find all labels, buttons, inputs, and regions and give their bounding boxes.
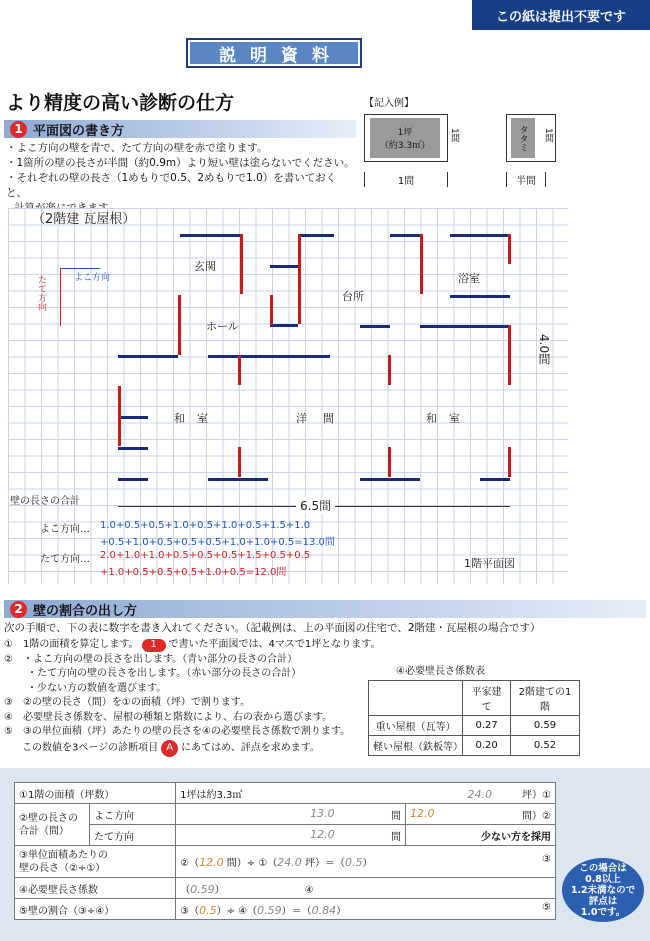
form-unit: 間: [391, 810, 401, 822]
wall-yoko: [450, 234, 510, 237]
form-cell[interactable]: ③（0.5）÷ ④（0.59）＝（0.84） ⑤: [176, 899, 556, 920]
form-cell[interactable]: ②（12.0 間）÷ ①（24.0 坪）＝（0.5） ③: [176, 846, 556, 878]
coef-value: 0.59: [511, 716, 580, 736]
section-1-heading: 平面図の書き方: [33, 123, 125, 139]
example-box: [356, 88, 586, 218]
form-value: 0.59: [190, 882, 215, 896]
form-unit: 間）②: [522, 810, 551, 822]
form-label: たて方向: [90, 825, 176, 846]
wall-yoko: [118, 355, 178, 358]
step-5b: [4, 740, 384, 757]
form-label: ①1階の面積（坪数）: [15, 783, 176, 804]
form-value: 24.0: [467, 787, 493, 801]
tsubo-label: 1坪: [397, 128, 413, 138]
tate-expression: +1.0+0.5+0.5+0.5+1.0+0.5=12.0間: [100, 567, 287, 578]
tsubo-square: [370, 118, 440, 158]
coef-value: 0.52: [511, 736, 580, 756]
form-value: 12.0: [199, 856, 224, 869]
wall-yoko: [180, 234, 240, 237]
yoko-arrow-label: よこ方向: [74, 273, 111, 283]
floor-label: 1階平面図: [464, 557, 515, 570]
section-2-intro: 次の手順で、下の表に数字を書き入れてください。（記載例は、上の平面図の住宅で、2階建・瓦屋根の場合です）: [4, 622, 541, 634]
coef-row-label: 重い屋根（瓦等）: [369, 716, 463, 736]
ken-vertical: 1間: [449, 128, 459, 143]
tatami-square: タタミ: [511, 118, 535, 158]
tsubo-area: （約3.3㎡）: [379, 141, 431, 151]
form-label: ④必要壁長さ係数: [15, 878, 176, 899]
form-label-line: ②壁の長さの: [19, 812, 78, 824]
wall-tate: [508, 234, 511, 264]
section-number: 2: [10, 601, 27, 618]
sum-label: 壁の長さの合計: [10, 496, 80, 507]
form-value: 0.5: [344, 856, 363, 869]
room-label: 和室: [426, 412, 472, 425]
wall-tate: [238, 355, 241, 385]
form-unit: ④: [304, 884, 314, 896]
wall-tate: [508, 325, 511, 385]
form-cell[interactable]: [176, 783, 556, 804]
instruction-line: ・それぞれの壁の長さ（1めもりで0.5、2めもりで1.0）を書いておくと、: [6, 172, 337, 199]
form-unit: ⑤: [542, 901, 551, 913]
room-label: 和室: [174, 412, 220, 425]
room-label: ホール: [206, 320, 239, 333]
wall-tate: [270, 295, 273, 325]
form-value: 0.5: [199, 903, 217, 917]
form-unit: 坪）①: [522, 789, 551, 801]
tate-arrow: [60, 268, 61, 326]
form-value: 24.0: [277, 856, 302, 869]
bubble-line: 1.2未満なので: [570, 884, 636, 896]
step-5: ⑤ ③の単位面積（坪）あたりの壁の長さを④の必要壁長さ係数で割ります。: [4, 726, 351, 737]
wall-yoko: [240, 355, 330, 358]
tate-arrow-label: たて方向: [36, 275, 46, 311]
form-unit: 間: [391, 831, 401, 843]
instruction-line: ・1箇所の壁の長さが半間（約0.9m）より短い壁は塗らないでください。: [6, 157, 355, 169]
yoko-arrow: [60, 268, 100, 269]
coef-header: 2階建ての1階: [511, 681, 580, 716]
wall-yoko: [450, 295, 510, 298]
form-note: 少ない方を採用: [406, 825, 556, 846]
step-marker: 1: [142, 639, 166, 652]
form-label-line: ③単位面積あたりの: [19, 849, 108, 861]
tate-expression: 2.0+1.0+1.0+0.5+0.5+0.5+1.5+0.5+0.5: [100, 550, 311, 561]
step-4: ④ 必要壁長さ係数を、屋根の種類と階数により、右の表から選びます。: [4, 711, 333, 723]
form-table: [14, 782, 556, 920]
dimension-height: 4.0間: [537, 334, 551, 366]
coef-title: ④必要壁長さ係数表: [396, 666, 485, 677]
coef-value: 0.20: [463, 736, 511, 756]
wall-yoko: [208, 478, 268, 481]
room-label: 洋間: [296, 412, 350, 425]
form-cell[interactable]: [176, 804, 406, 825]
wall-tate: [118, 386, 121, 446]
result-bubble: [562, 858, 644, 922]
yoko-label: よこ方向…: [40, 524, 90, 535]
wall-yoko: [420, 325, 510, 328]
wall-yoko: [270, 265, 298, 268]
form-label-line: 合計（間）: [19, 825, 69, 837]
plan-caption: （2階建 瓦屋根）: [32, 212, 136, 227]
han-ken: 半間: [506, 172, 546, 187]
coef-header: 平家建て: [463, 681, 511, 716]
wall-tate: [508, 447, 511, 477]
document-banner: [186, 38, 362, 68]
step-2: ② ・よこ方向の壁の長さを出します。（青い部分の長さの合計）: [4, 653, 298, 665]
yoko-expression: 1.0+0.5+0.5+1.0+0.5+1.0+0.5+1.5+1.0: [100, 520, 311, 531]
wall-yoko: [118, 447, 148, 450]
tate-label: たて方向…: [40, 554, 90, 565]
bubble-line: この場合は: [579, 862, 627, 874]
wall-yoko: [298, 234, 334, 237]
section-2-heading: 壁の割合の出し方: [33, 603, 138, 619]
wall-tate: [238, 447, 241, 477]
form-label: [15, 804, 90, 846]
ken-horizontal: 1間: [364, 172, 448, 187]
form-value: 12.0: [410, 806, 435, 820]
wall-yoko: [360, 478, 420, 481]
bubble-line: 0.8以上: [585, 873, 621, 885]
coef-row-label: 軽い屋根（鉄板等）: [369, 736, 463, 756]
wall-yoko: [118, 416, 148, 419]
wall-tate: [298, 234, 301, 324]
wall-tate: [240, 234, 243, 294]
wall-yoko: [390, 234, 420, 237]
section-2-header: [4, 600, 646, 618]
form-label: よこ方向: [90, 804, 176, 825]
wall-yoko: [480, 478, 510, 481]
wall-tate: [388, 355, 391, 385]
form-value: 13.0: [310, 806, 335, 820]
wall-yoko: [270, 324, 298, 327]
wall-yoko: [208, 355, 238, 358]
step-2b: ・たて方向の壁の長さを出します。（赤い部分の長さの合計）: [27, 668, 302, 679]
step-text: で書いた平面図では、4マスで1坪となります。: [168, 639, 381, 650]
coef-value: 0.27: [463, 716, 511, 736]
bubble-line: 評点は: [588, 895, 618, 907]
example-label: 【記入例】: [364, 98, 414, 109]
form-label: ⑤壁の割合（③÷④）: [15, 899, 176, 920]
dimension-width: 6.5間: [296, 497, 335, 514]
section-1-header: [4, 120, 356, 138]
instruction-line: ・よこ方向の壁を青で、たて方向の壁を赤で塗ります。: [6, 142, 268, 154]
page-title: より精度の高い診断の仕方: [6, 92, 235, 114]
step-text: ① 1階の面積を算定します。: [4, 639, 139, 650]
form-cell[interactable]: [406, 804, 556, 825]
banner-text: 説明資料: [190, 42, 358, 64]
form-label: [15, 846, 176, 878]
step-3: ③ ②の壁の長さ（間）を①の面積（坪）で割ります。: [4, 697, 251, 708]
form-note: 1坪は約3.3㎡: [180, 789, 243, 801]
step-text: この数値を3ページの診断項目: [22, 741, 159, 753]
bubble-line: 1.0です。: [580, 906, 626, 918]
section-number: 1: [10, 121, 27, 138]
calculation-form: [0, 768, 650, 941]
room-label: 台所: [342, 290, 364, 303]
coef-table: [368, 680, 580, 756]
form-unit: ③: [542, 854, 551, 865]
room-label: 玄関: [194, 260, 216, 273]
wall-tate: [420, 234, 423, 294]
steps: [4, 638, 384, 757]
yoko-expression: +0.5+1.0+0.5+0.5+0.5+1.0+1.0+0.5=13.0間: [100, 537, 335, 548]
wall-yoko: [118, 478, 148, 481]
section-1-text: [6, 141, 356, 216]
wall-tate: [388, 447, 391, 477]
ken-vertical-2: 1間: [543, 128, 553, 143]
diagnosis-marker: A: [161, 740, 178, 757]
wall-tate: [178, 295, 181, 355]
step-text: にあてはめ、評点を求めます。: [181, 741, 320, 753]
form-value: 0.84: [311, 903, 337, 917]
step-1: [4, 638, 384, 653]
form-cell[interactable]: [176, 825, 406, 846]
wall-yoko: [360, 325, 390, 328]
form-label-line: 壁の長さ（②÷①）: [19, 862, 106, 874]
notice-banner: この紙は提出不要です: [472, 0, 650, 30]
form-cell[interactable]: （0.59） ④: [176, 878, 556, 899]
form-value: 12.0: [310, 827, 335, 841]
room-label: 浴室: [458, 272, 480, 285]
step-2c: ・少ない方の数値を選びます。: [27, 682, 167, 694]
form-value: 0.59: [257, 903, 282, 917]
